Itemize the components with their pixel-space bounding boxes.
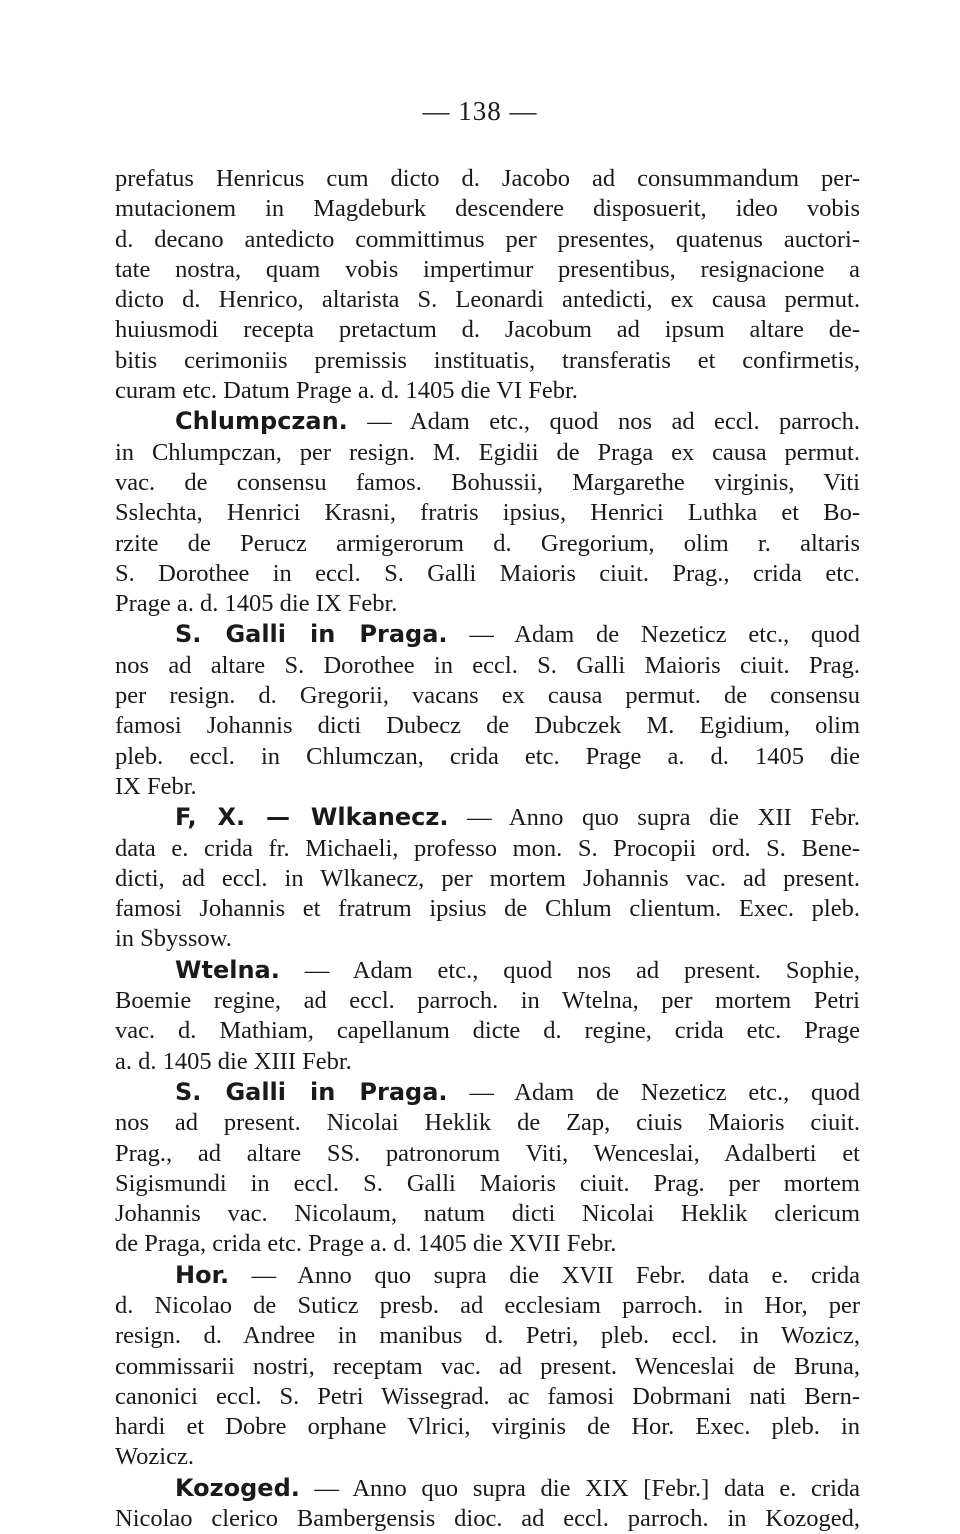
document-body bbox=[115, 164, 860, 1534]
text-line: dicto d. Henrico, altarista S. Leonardi antedicti, ex causa permut. bbox=[115, 286, 860, 314]
text-line: a. d. 1405 die XIII Febr. bbox=[115, 1047, 352, 1075]
page-number: — 138 — bbox=[422, 96, 538, 126]
entry-first-line bbox=[115, 1077, 860, 1108]
text-line: S. Dorothee in eccl. S. Galli Maioris ciuit. Prag., crida etc. bbox=[115, 559, 860, 587]
text-line: data e. crida fr. Michaeli, professo mon. S. Procopii ord. S. Bene- bbox=[115, 834, 860, 862]
text-line: dicti, ad eccl. in Wlkanecz, per mortem Johannis vac. ad present. bbox=[115, 864, 860, 892]
entry-first-line bbox=[115, 406, 860, 437]
entry-first-line bbox=[115, 955, 860, 986]
text-line: Boemie regine, ad eccl. parroch. in Wtelna, per mortem Petri bbox=[115, 987, 860, 1015]
text-line: Johannis vac. Nicolaum, natum dicti Nicolai Heklik clericum bbox=[115, 1200, 860, 1228]
text-line: Sigismundi in eccl. S. Galli Maioris ciuit. Prag. per mortem bbox=[115, 1169, 860, 1197]
text-line: nos ad altare S. Dorothee in eccl. S. Galli Maioris ciuit. Prag. bbox=[115, 651, 860, 679]
text-line: de Praga, crida etc. Prage a. d. 1405 die XVII Febr. bbox=[115, 1230, 617, 1258]
text-line: famosi Johannis dicti Dubecz de Dubczek M. Egidium, olim bbox=[115, 712, 860, 740]
text-line: Prage a. d. 1405 die IX Febr. bbox=[115, 590, 398, 618]
text-line: bitis cerimoniis premissis instituatis, transferatis et confirmetis, bbox=[115, 346, 860, 374]
text-line: vac. d. Mathiam, capellanum dicte d. regine, crida etc. Prage bbox=[115, 1017, 860, 1045]
entry-wtelna bbox=[115, 955, 860, 1077]
entry-continuation bbox=[115, 164, 860, 406]
entry-first-line bbox=[115, 802, 860, 833]
entry-heading: S. Galli in Praga. bbox=[175, 1077, 448, 1106]
text-line: — Adam etc., quod nos ad eccl. parroch. bbox=[367, 408, 861, 436]
text-line: d. decano antedicto committimus per presentes, quatenus auctori- bbox=[115, 225, 860, 253]
text-line: tate nostra, quam vobis impertimur presentibus, resignacione a bbox=[115, 255, 860, 283]
text-line: pleb. eccl. in Chlumczan, crida etc. Prage a. d. 1405 die bbox=[115, 742, 860, 770]
text-line: vac. de consensu famos. Bohussii, Margarethe virginis, Viti bbox=[115, 468, 860, 496]
text-line: — Anno quo supra die XII Febr. bbox=[467, 804, 860, 832]
text-line: hardi et Dobre orphane Vlrici, virginis de Hor. Exec. pleb. in bbox=[115, 1413, 860, 1441]
text-line: d. Nicolao de Suticz presb. ad ecclesiam parroch. in Hor, per bbox=[115, 1291, 860, 1319]
entry-kozoged bbox=[115, 1473, 860, 1534]
entry-heading: Wtelna. bbox=[175, 955, 280, 984]
entry-heading: Chlumpczan. bbox=[175, 407, 348, 436]
text-line: Wozicz. bbox=[115, 1443, 194, 1471]
entry-heading: Kozoged. bbox=[175, 1473, 300, 1502]
text-line: — Adam etc., quod nos ad present. Sophie, bbox=[304, 956, 860, 984]
text-line: prefatus Henricus cum dicto d. Jacobo ad consummandum per- bbox=[115, 165, 860, 192]
text-line: curam etc. Datum Prage a. d. 1405 die VI Febr. bbox=[115, 377, 578, 405]
entry-wlkanecz bbox=[115, 802, 860, 954]
text-line: — Adam de Nezeticz etc., quod bbox=[469, 1078, 860, 1106]
entry-heading: Hor. bbox=[175, 1260, 230, 1289]
text-line: commissarii nostri, receptam vac. ad present. Wenceslai de Bruna, bbox=[115, 1352, 860, 1380]
text-line: Sslechta, Henrici Krasni, fratris ipsius, Henrici Luthka et Bo- bbox=[115, 499, 860, 527]
text-line: in Chlumpczan, per resign. M. Egidii de Praga ex causa permut. bbox=[115, 438, 860, 466]
entry-first-line bbox=[115, 619, 860, 650]
text-line: resign. d. Andree in manibus d. Petri, pleb. eccl. in Wozicz, bbox=[115, 1322, 860, 1350]
text-line: Prag., ad altare SS. patronorum Viti, Wenceslai, Adalberti et bbox=[115, 1139, 860, 1167]
text-line: canonici eccl. S. Petri Wissegrad. ac famosi Dobrmani nati Bern- bbox=[115, 1382, 860, 1410]
entry-heading: S. Galli in Praga. bbox=[175, 620, 448, 649]
text-line: huiusmodi recepta pretactum d. Jacobum ad ipsum altare de- bbox=[115, 316, 860, 344]
text-line: IX Febr. bbox=[115, 772, 197, 800]
entry-first-line bbox=[115, 1260, 860, 1291]
text-line: in Sbyssow. bbox=[115, 925, 232, 953]
entry-hor bbox=[115, 1260, 860, 1473]
text-line: — Anno quo supra die XVII Febr. data e. crida bbox=[251, 1261, 861, 1289]
entry-s-galli-2 bbox=[115, 1077, 860, 1260]
entry-heading: F, X. — Wlkanecz. bbox=[175, 803, 449, 832]
text-line: — Adam de Nezeticz etc., quod bbox=[469, 621, 860, 649]
text-line: Nicolao clerico Bambergensis dioc. ad eccl. parroch. in Kozoged, bbox=[115, 1505, 860, 1533]
entry-s-galli-1 bbox=[115, 619, 860, 802]
text-line: — Anno quo supra die XIX [Febr.] data e. crida bbox=[314, 1474, 861, 1502]
text-line: rzite de Perucz armigerorum d. Gregorium, olim r. altaris bbox=[115, 529, 860, 557]
text-line: mutacionem in Magdeburk descendere disposuerit, ideo vobis bbox=[115, 195, 860, 223]
text-line: famosi Johannis et fratrum ipsius de Chlum clientum. Exec. pleb. bbox=[115, 895, 860, 923]
text-line: nos ad present. Nicolai Heklik de Zap, ciuis Maioris ciuit. bbox=[115, 1109, 860, 1137]
entry-first-line bbox=[115, 1473, 860, 1504]
entry-chlumpczan bbox=[115, 406, 860, 619]
text-line: per resign. d. Gregorii, vacans ex causa permut. de consensu bbox=[115, 682, 860, 710]
